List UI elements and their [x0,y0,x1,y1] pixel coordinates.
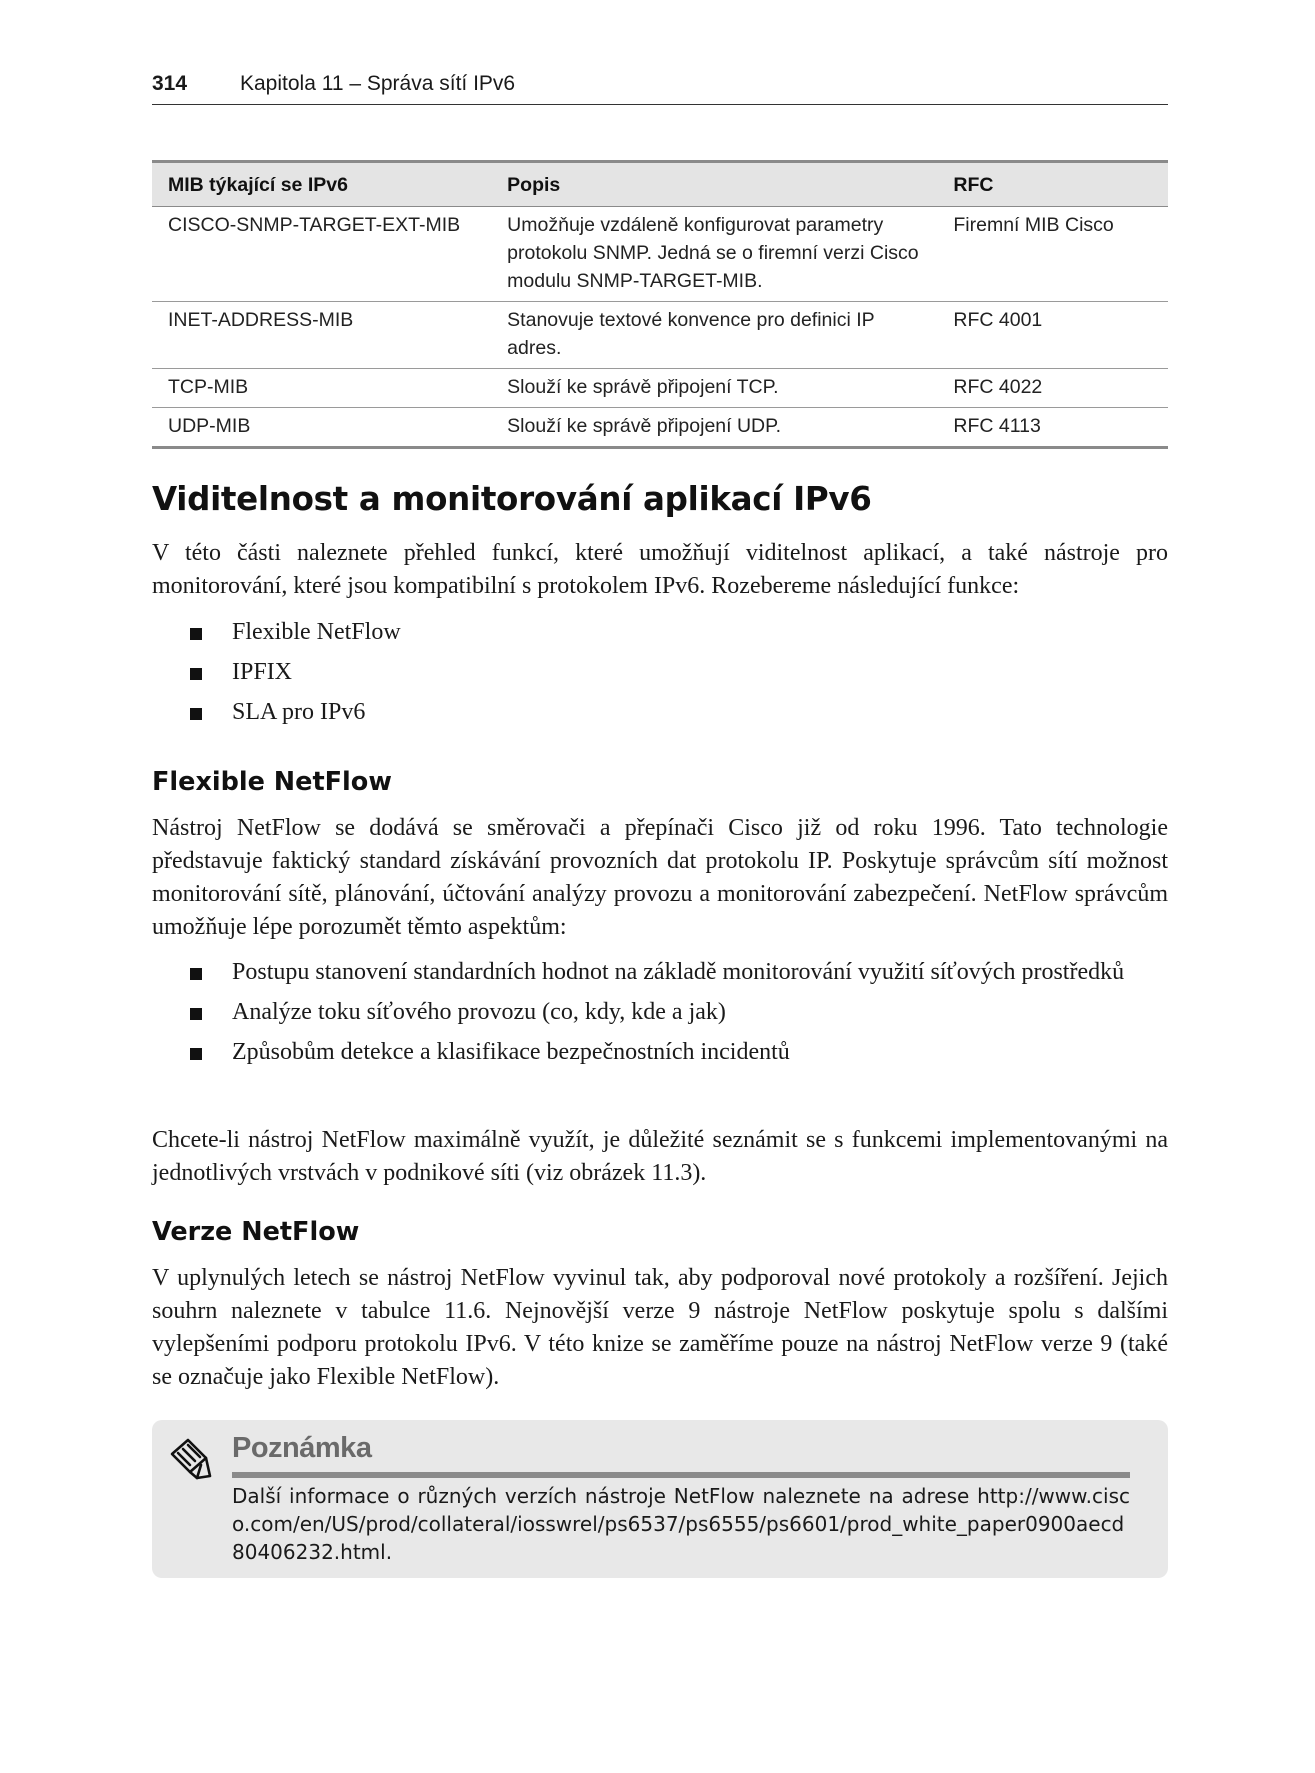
netflow-paragraph: Nástroj NetFlow se dodává se směrovači a přepínači Cisco již od roku 1996. Tato technologie představuje faktický standard získávání provozních dat protokolu IP. Poskytuje správcům sítí možnost monitorování sítě, plánování, účtování analýzy provozu a monitorování zabezpečení. NetFlow správcům umožňuje lépe porozumět těmto aspektům: [152,815,1168,940]
note-divider [232,1472,1130,1478]
table-cell-rfc: Firemní MIB Cisco [953,214,1114,236]
netflow-versions-paragraph: V uplynulých letech se nástroj NetFlow vyvinul tak, aby podporoval nové protokoly a rozšíření. Jejich souhrn naleznete v tabulce 11.6. Nejnovější verze 9 nástroje NetFlow poskytuje spolu s dalšími vylepšeními podporu protokolu IPv6. V této knize se zaměříme pouze na nástroj NetFlow verze 9 (také se označuje jako Flexible NetFlow). [152,1265,1168,1390]
table-cell-rfc: RFC 4001 [953,309,1043,331]
table-cell-rfc: RFC 4022 [953,376,1043,398]
table-cell-mib: CISCO-SNMP-TARGET-EXT-MIB [168,214,461,236]
chapter-title: Kapitola 11 – Správa sítí IPv6 [240,72,516,95]
list-item: Postupu stanovení standardních hodnot na základě monitorování využití síťových prostředků [190,956,1168,989]
netflow-layers-paragraph: Chcete-li nástroj NetFlow maximálně využít, je důležité seznámit se s funkcemi implementovanými na jednotlivých vrstvách v podnikové síti (viz obrázek 11.3). [152,1127,1168,1186]
column-header-description: Popis [507,174,561,196]
running-header [152,70,1168,105]
list-item: SLA pro IPv6 [190,696,1168,729]
note-box [152,1420,1168,1578]
intro-paragraph: V této části naleznete přehled funkcí, které umožňují viditelnost aplikací, a také nástroje pro monitorování, které jsou kompatibilní s protokolem IPv6. Rozebereme následující funkce: [152,540,1168,599]
table-cell-rfc: RFC 4113 [953,415,1041,437]
feature-list [190,616,1168,729]
note-title: Poznámka [232,1432,372,1464]
ipv6-mib-table [152,160,1168,449]
list-item: Flexible NetFlow [190,616,1168,649]
table-row [152,369,1168,408]
table-row [152,207,1168,302]
column-header-mib: MIB týkající se IPv6 [168,174,348,196]
table-cell-description: Umožňuje vzdáleně konfigurovat parametry protokolu SNMP. Jedná se o firemní verzi Cisco modulu SNMP-TARGET-MIB. [507,214,919,292]
page-number: 314 [152,72,188,95]
note-text: Další informace o různých verzích nástroje NetFlow naleznete na adrese http://www.cisco.com/en/US/prod/collateral/iosswrel/ps6537/ps6555/ps6601/prod_white_paper0900aecd80406232.html. [232,1484,1130,1564]
table-row [152,408,1168,448]
table-cell-description: Slouží ke správě připojení UDP. [507,415,782,437]
subheading-netflow-versions: Verze NetFlow [152,1217,360,1247]
list-item: Analýze toku síťového provozu (co, kdy, kde a jak) [190,996,1168,1029]
table-cell-mib: TCP-MIB [168,376,249,398]
pencil-note-icon [166,1432,214,1480]
subheading-flexible-netflow: Flexible NetFlow [152,767,392,797]
table-row [152,302,1168,369]
section-heading-visibility: Viditelnost a monitorování aplikací IPv6 [152,480,872,518]
table-cell-description: Slouží ke správě připojení TCP. [507,376,779,398]
table-cell-mib: INET-ADDRESS-MIB [168,309,354,331]
table-cell-description: Stanovuje textové konvence pro definici IP adres. [507,309,875,359]
table-cell-mib: UDP-MIB [168,415,251,437]
netflow-benefits-list [190,956,1168,1069]
column-header-rfc: RFC [953,174,994,196]
table-header-row [152,162,1168,207]
list-item: IPFIX [190,656,1168,689]
list-item: Způsobům detekce a klasifikace bezpečnostních incidentů [190,1036,1168,1069]
